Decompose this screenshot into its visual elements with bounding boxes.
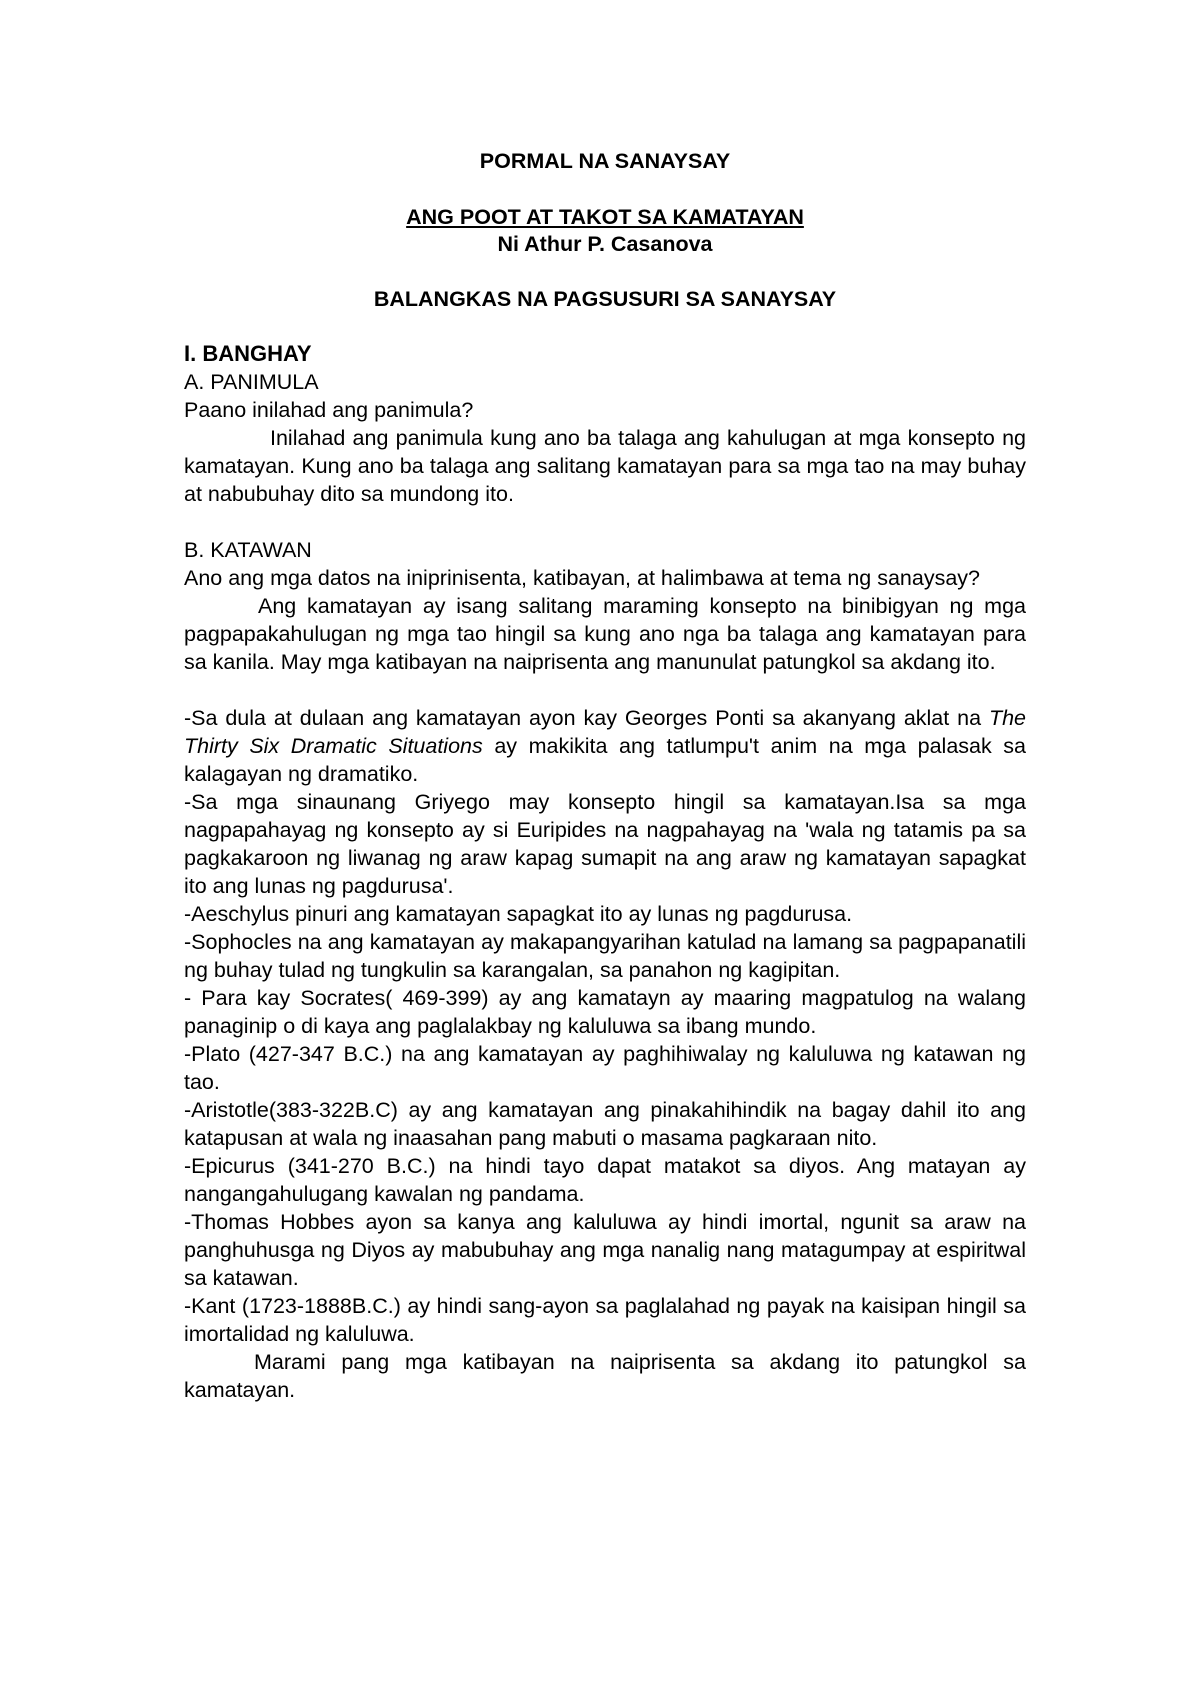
evidence-item: - Para kay Socrates( 469-399) ay ang kamatayn ay maaring magpatulog na walang panaginip o di kaya ang paglalakbay ng kaluluwa sa ibang mundo. <box>184 986 1026 1038</box>
subsection-heading-panimula: A. PANIMULA <box>184 370 319 394</box>
evidence-item: -Aristotle(383-322B.C) ay ang kamatayan ang pinakahihindik na bagay dahil ito ang katapusan at wala ng inaasahan pang mabuti o masama pagkaraan nito. <box>184 1098 1026 1150</box>
evidence-item: -Aeschylus pinuri ang kamatayan sapagkat ito ay lunas ng pagdurusa. <box>184 902 853 926</box>
answer-panimula: Inilahad ang panimula kung ano ba talaga ang kahulugan at mga konsepto ng kamatayan. Kung ano ba talaga ang salitang kamatayan para sa mga tao na may buhay at nabubuhay dito sa mundong ito. <box>184 426 1026 506</box>
section-heading: I. BANGHAY <box>184 341 312 366</box>
evidence-item: -Thomas Hobbes ayon sa kanya ang kaluluwa ay hindi imortal, ngunit sa araw na panghuhusga ng Diyos ay mabubuhay ang mga nanalig nang matagumpay at espiritwal sa katawan. <box>184 1210 1026 1290</box>
evidence-item: -Plato (427-347 B.C.) na ang kamatayan ay paghihiwalay ng kaluluwa ng katawan ng tao. <box>184 1042 1026 1094</box>
evidence-item: -Epicurus (341-270 B.C.) na hindi tayo dapat matakot sa diyos. Ang matayan ay nangangahulugang kawalan ng pandama. <box>184 1154 1026 1206</box>
book-title: The Thirty Six Dramatic Situations <box>184 706 1026 758</box>
question-panimula: Paano inilahad ang panimula? <box>184 398 474 422</box>
evidence-item <box>184 704 1026 788</box>
evidence-text: ay makikita ang tatlumpu't anim na mga palasak sa kalagayan ng dramatiko. <box>184 734 1027 786</box>
essay-title: ANG POOT AT TAKOT SA KAMATAYAN <box>406 205 804 229</box>
author-line: Ni Athur P. Casanova <box>497 232 713 256</box>
evidence-item: -Sophocles na ang kamatayan ay makapangyarihan katulad na lamang sa pagpapanatili ng buhay tulad ng tungkulin sa karangalan, sa panahon ng kagipitan. <box>184 930 1026 982</box>
evidence-item: -Sa mga sinaunang Griyego may konsepto hingil sa kamatayan.Isa sa mga nagpapahayag ng konsepto ay si Euripides na nagpahayag na 'wala ng tatamis pa sa pagkakaroon ng liwanag ng araw kapag sumapit na ang araw ng kamatayan sapagkat ito ang lunas ng pagdurusa'. <box>184 790 1026 898</box>
subsection-heading-katawan: B. KATAWAN <box>184 538 312 562</box>
document-title: PORMAL NA SANAYSAY <box>479 149 731 173</box>
evidence-text: -Sa dula at dulaan ang kamatayan ayon kay Georges Ponti sa akanyang aklat na <box>184 706 989 730</box>
evidence-item: -Kant (1723-1888B.C.) ay hindi sang-ayon sa paglalahad ng payak na kaisipan hingil sa imortalidad ng kaluluwa. <box>184 1294 1026 1346</box>
answer-katawan: Ang kamatayan ay isang salitang maraming konsepto na binibigyan ng mga pagpapakahulugan ng mga tao hingil sa kung ano nga ba talaga ang kamatayan para sa kanila. May mga katibayan na naiprisenta ang manunulat patungkol sa akdang ito. <box>184 594 1026 674</box>
section-banghay <box>184 340 1026 1404</box>
closing-paragraph: Marami pang mga katibayan na naiprisenta sa akdang ito patungkol sa kamatayan. <box>184 1350 1026 1402</box>
outline-title: BALANGKAS NA PAGSUSURI SA SANAYSAY <box>373 287 837 311</box>
question-katawan: Ano ang mga datos na iniprinisenta, katibayan, at halimbawa at tema ng sanaysay? <box>184 566 980 590</box>
